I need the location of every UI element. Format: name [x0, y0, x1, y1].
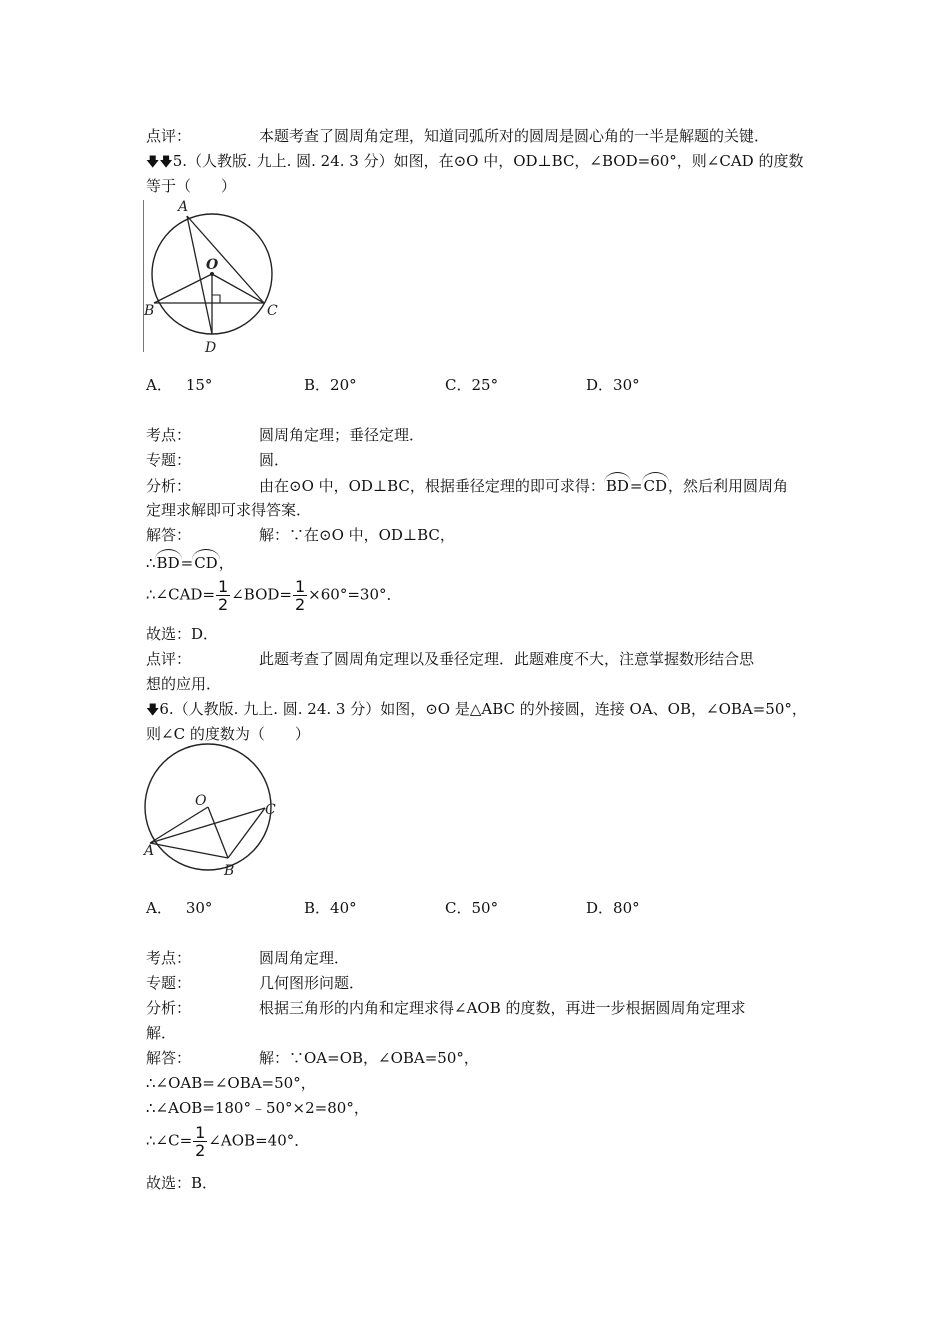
q6-option-c-value: 50° — [471, 899, 499, 917]
q6-label-b: B — [224, 863, 235, 879]
q5-label-b: B — [144, 303, 155, 319]
q6-guxuan-line — [146, 1172, 217, 1194]
q5-fenxi-eq: = — [629, 477, 643, 495]
q6-stem-line1 — [146, 698, 807, 720]
q5-option-d — [586, 374, 640, 396]
q5-comment-line1 — [146, 648, 754, 670]
q5-step3-c: ×60°=30°． — [308, 585, 402, 604]
q6-option-a-letter: A． — [146, 899, 172, 917]
q5-option-c — [445, 374, 498, 396]
q6-option-d — [586, 897, 640, 919]
q5-option-a-letter: A． — [146, 376, 172, 394]
q6-line-bc — [228, 808, 265, 858]
q6-fenxi-text2: 解． — [146, 1024, 177, 1042]
q5-zhuanti-text: 圆． — [259, 451, 290, 469]
q6-zhuanti-label: 专题： — [146, 974, 192, 992]
q5-label-c: C — [267, 303, 278, 319]
q6-jieda-line2 — [146, 1072, 316, 1094]
q5-zhuanti-label: 专题： — [146, 451, 192, 469]
q5-line-ad — [187, 216, 212, 334]
q6-fenxi-line2 — [146, 1022, 176, 1044]
q5-option-b-value: 20° — [330, 376, 357, 394]
q6-kaodian-text: 圆周角定理． — [259, 949, 350, 967]
q6-option-c-letter: C． — [445, 899, 472, 917]
q5-therefore-1: ∴ — [146, 554, 156, 572]
q6-zhuanti-line — [146, 972, 364, 994]
q5-stem-line1 — [146, 150, 803, 172]
q5-label-a: A — [178, 199, 189, 215]
q5-option-b-letter: B． — [304, 376, 331, 394]
q5-jieda-label: 解答： — [146, 526, 192, 544]
q5-option-a-value: 15° — [185, 376, 213, 394]
q6-line-ob — [208, 807, 228, 858]
q5-guxuan-text: 故选：D． — [146, 625, 219, 643]
q6-option-b-value: 40° — [330, 899, 357, 917]
q5-jieda-line1 — [146, 524, 455, 546]
q5-comment-text2: 想的应用． — [146, 675, 222, 693]
q5-jieda-text1: 解：∵在⊙O 中，OD⊥BC， — [259, 526, 455, 544]
q6-step3: ∴∠AOB=180°﹣50°×2=80°， — [146, 1099, 369, 1117]
q5-label-o: O — [206, 257, 219, 273]
q6-step4-a: ∴∠C= — [146, 1131, 193, 1150]
q5-option-d-letter: D． — [586, 376, 614, 394]
q6-option-a — [146, 897, 212, 919]
q6-stem-text2: 则∠C 的度数为（ ） — [146, 725, 310, 743]
q6-option-a-value: 30° — [185, 899, 213, 917]
q5-frac1-num: 1 — [218, 577, 229, 596]
q5-arc-bd-2: BD — [156, 554, 180, 572]
q6-kaodian-label: 考点： — [146, 949, 192, 967]
q5-stem-line2 — [146, 175, 236, 197]
q5-fenxi-text-2: 定理求解即可求得答案． — [146, 501, 312, 519]
q5-guxuan-line — [146, 623, 218, 645]
q5-kaodian-label: 考点： — [146, 426, 192, 444]
q5-fenxi-text-a: 由在⊙O 中，OD⊥BC，根据垂径定理的即可求得： — [259, 477, 605, 495]
q6-step2: ∴∠OAB=∠OBA=50°， — [146, 1074, 316, 1092]
q6-frac-num: 1 — [195, 1123, 206, 1142]
q5-arc-cd: CD — [643, 477, 668, 495]
q5-frac2-den: 2 — [294, 595, 306, 614]
q6-jieda-line4 — [146, 1123, 310, 1160]
q5-eq-2: = — [180, 554, 194, 572]
q5-comment-line2 — [146, 673, 221, 695]
q6-figure — [138, 742, 288, 882]
q5-arc-cd-2: CD — [194, 554, 218, 572]
q5-jieda-line3 — [146, 577, 402, 614]
q6-option-d-letter: D． — [586, 899, 614, 917]
q4-comment-label: 点评： — [146, 127, 192, 145]
q6-option-c — [445, 897, 498, 919]
q6-line-ac — [150, 808, 265, 843]
q5-option-d-value: 30° — [613, 376, 640, 394]
q5-option-a — [146, 374, 212, 396]
q5-zhuanti-line — [146, 449, 289, 471]
q5-kaodian-text: 圆周角定理；垂径定理． — [259, 426, 425, 444]
q5-fraction-half-1 — [216, 578, 230, 613]
q6-option-d-value: 80° — [613, 899, 640, 917]
q6-fenxi-label: 分析： — [146, 999, 192, 1017]
q6-label-o: O — [195, 793, 207, 809]
q6-option-b-letter: B． — [304, 899, 331, 917]
q5-kaodian-line — [146, 424, 424, 446]
q5-figure — [144, 196, 294, 356]
q6-label-c: C — [265, 802, 276, 818]
q5-therefore-2: ∴ — [146, 585, 156, 604]
q4-comment-text: 本题考查了圆周角定理，知道同弧所对的圆周是圆心角的一半是解题的关键． — [259, 127, 770, 145]
q5-step3-a: ∠CAD= — [155, 585, 216, 604]
q5-fenxi-text-b: ，然后利用圆周角 — [668, 477, 789, 495]
q6-zhuanti-text: 几何图形问题． — [259, 974, 365, 992]
q5-option-b — [304, 374, 357, 396]
q6-marker-icon: 🡇 — [146, 703, 160, 718]
q5-arc-bd: BD — [605, 477, 629, 495]
q5-step3-b: ∠BOD= — [231, 585, 292, 604]
q6-guxuan-text: 故选：B． — [146, 1174, 218, 1192]
q5-jieda-line2 — [146, 551, 234, 573]
q5-marker-icon: 🡇🡇 — [146, 155, 173, 170]
q5-line-ob — [154, 274, 212, 303]
q5-right-angle-mark — [212, 295, 220, 303]
q5-fraction-half-2 — [293, 578, 307, 613]
q6-step4-b: ∠AOB=40°． — [208, 1131, 310, 1150]
q6-jieda-label: 解答： — [146, 1049, 192, 1067]
q6-jieda-text1: 解：∵OA=OB，∠OBA=50°， — [259, 1049, 479, 1067]
q5-frac1-den: 2 — [218, 595, 229, 614]
q6-kaodian-line — [146, 947, 349, 969]
q6-fraction-half — [193, 1124, 207, 1159]
q6-line-oa — [150, 807, 208, 843]
q5-option-c-value: 25° — [471, 376, 499, 394]
q6-stem-text1: 6.（人教版. 九上. 圆. 24. 3 分）如图，⊙O 是△ABC 的外接圆，连接 OA、OB，∠OBA=50°， — [159, 700, 807, 718]
q6-frac-den: 2 — [195, 1141, 206, 1160]
q5-stem-text2: 等于（ ） — [146, 177, 237, 195]
q5-stem-text1: 5.（人教版. 九上. 圆. 24. 3 分）如图，在⊙O 中，OD⊥BC，∠BOD=60°，则∠CAD 的度数 — [172, 152, 804, 170]
q5-comment-text1: 此题考查了圆周角定理以及垂径定理．此题难度不大，注意掌握数形结合思 — [259, 650, 755, 668]
q6-option-b — [304, 897, 357, 919]
q5-fenxi-label: 分析： — [146, 477, 192, 495]
q5-fenxi-line1 — [146, 474, 788, 496]
q6-fenxi-text1: 根据三角形的内角和定理求得∠AOB 的度数，再进一步根据圆周角定理求 — [259, 999, 746, 1017]
q6-fenxi-line1 — [146, 997, 746, 1019]
q6-label-a: A — [144, 843, 155, 859]
q4-comment-line — [146, 125, 769, 147]
q5-step2-end: ， — [218, 554, 234, 572]
q5-label-d: D — [205, 340, 217, 356]
q6-jieda-line1 — [146, 1047, 479, 1069]
q6-jieda-line3 — [146, 1097, 369, 1119]
q5-comment-label: 点评： — [146, 650, 192, 668]
q5-fenxi-line2 — [146, 499, 311, 521]
q5-option-c-letter: C． — [445, 376, 472, 394]
q5-frac2-num: 1 — [294, 577, 306, 596]
